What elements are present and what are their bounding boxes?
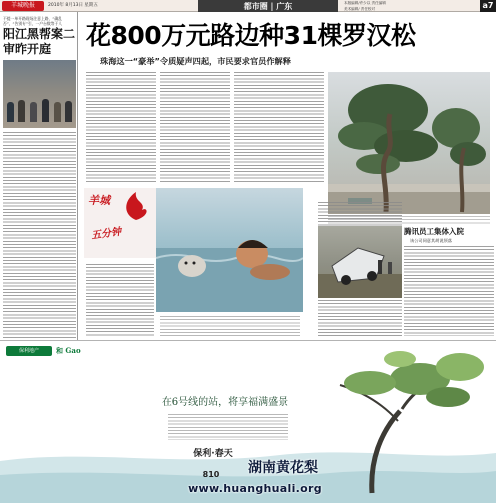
- swimmer-illustration: [156, 188, 303, 312]
- ad-partner-logo: 和 Gao: [56, 346, 81, 355]
- photo-figure: [54, 102, 61, 122]
- section-title: 都市圈 | 广东: [198, 0, 338, 12]
- main-body-text: [160, 72, 230, 184]
- left-body-text: [3, 132, 76, 338]
- left-kicker: 不提一单开路现场注意上路，“确乱否”，“告别专”引，一户台数等于人: [3, 16, 63, 26]
- watermark-url: www.huanghuali.org: [188, 482, 322, 495]
- watermark-title: 湖南黄花梨: [248, 460, 318, 476]
- photo-figure: [30, 102, 37, 122]
- right-headline: 腾讯员工集体入院: [404, 227, 464, 236]
- right-body-text: [404, 246, 494, 336]
- tree-illustration: [328, 72, 490, 214]
- page-number: a7: [480, 0, 496, 12]
- issue-date: 2010年 8月13日 星期五: [48, 3, 98, 8]
- court-photo: [3, 60, 76, 128]
- photo-figure: [42, 99, 49, 122]
- ad-title: 在6号线的站，将享福满盛景: [161, 397, 289, 408]
- seal-swimming-photo: [156, 188, 303, 312]
- ad-project-name: 保利·春天: [193, 449, 233, 459]
- photo-figure: [65, 101, 72, 122]
- credit-line: 本版编辑/许少以 责任编辑: [344, 1, 386, 5]
- newspaper-logo: 羊城晚报: [2, 1, 44, 11]
- main-body-text: [234, 72, 324, 184]
- car-accident-photo: [318, 226, 402, 298]
- promo-logo: 羊城: [88, 194, 110, 207]
- ad-brand-logo: 保利地产: [6, 346, 52, 356]
- promo-slogan: 五分钟: [90, 226, 122, 242]
- car-body-text: [318, 300, 402, 336]
- ad-phone: 810: [202, 470, 220, 479]
- ad-body-text: [168, 414, 288, 440]
- ad-box: [318, 202, 402, 226]
- main-headline: 花800万元路边种31棵罗汉松: [86, 21, 416, 50]
- photo-figure: [7, 102, 14, 122]
- car-illustration: [318, 226, 402, 298]
- water-caption: [160, 316, 300, 336]
- credit-line: 美术编辑/ 责任校对: [344, 7, 376, 11]
- main-body-text: [86, 72, 156, 184]
- flame-icon: [118, 190, 156, 222]
- right-subhead: 该公司同意其胡说须落: [410, 238, 452, 243]
- left-headline: 阳江黑帮案二审昨开庭: [3, 27, 76, 56]
- photo-figure: [18, 100, 25, 122]
- pine-tree-photo: [328, 72, 490, 214]
- editor-credits: [344, 0, 476, 12]
- main-subhead: 珠海这一“豪举”令质疑声四起，市民要求官员作解释: [100, 56, 291, 66]
- column-body-text: [86, 264, 154, 336]
